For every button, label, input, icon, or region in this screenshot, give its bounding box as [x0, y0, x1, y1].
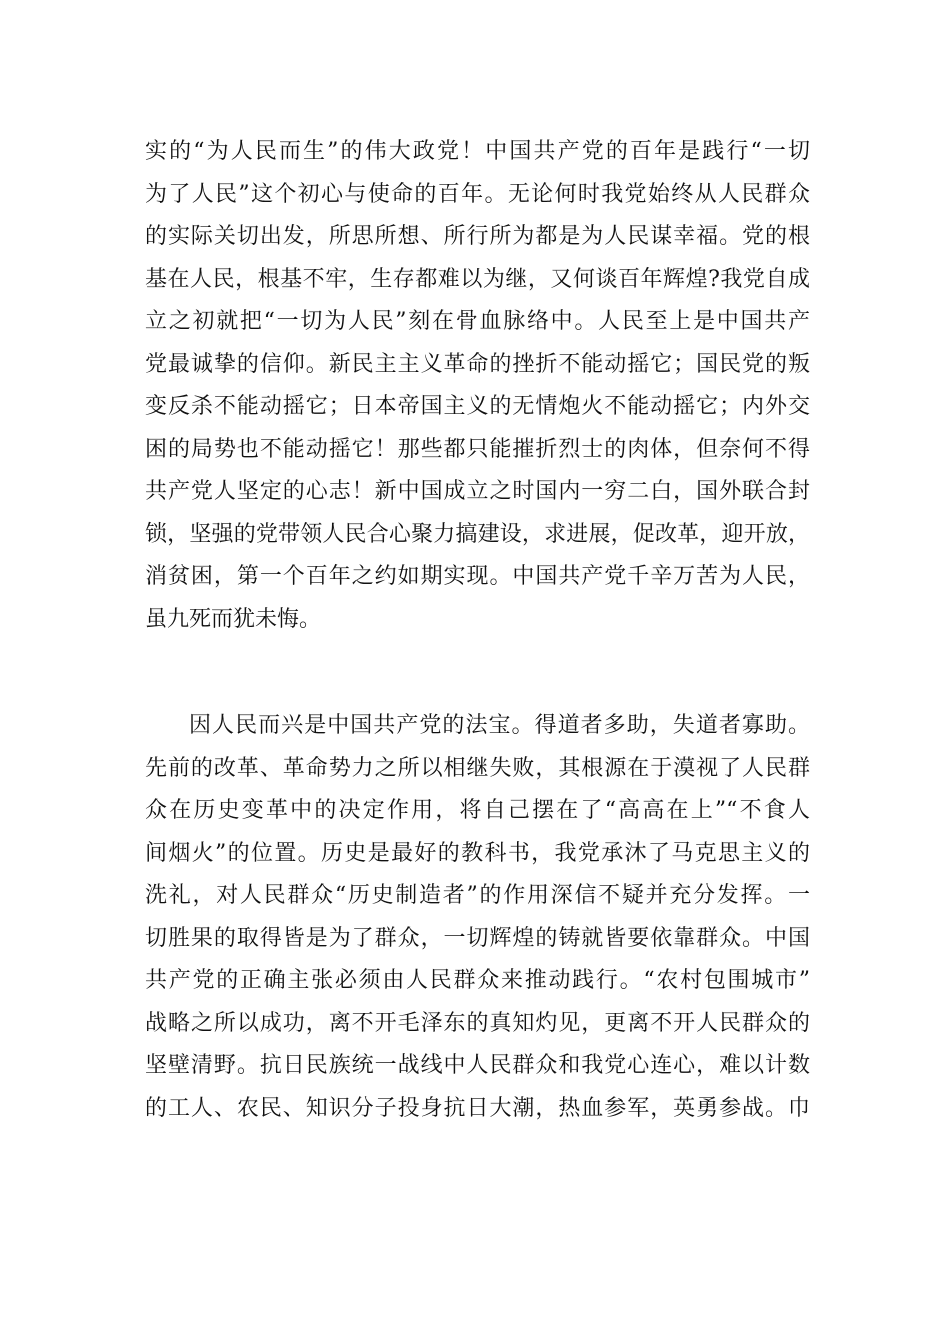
text-line: 先前的改革、革命势力之所以相继失败，其根源在于漠视了人民群 [145, 755, 810, 781]
text-line: 基在人民，根基不牢，生存都难以为继，又何谈百年辉煌?我党自成 [145, 266, 810, 292]
text-line: 洗礼，对人民群众“历史制造者”的作用深信不疑并充分发挥。一 [145, 883, 810, 908]
text-line: 的工人、农民、知识分子投身抗日大潮，热血参军，英勇参战。巾 [145, 1095, 810, 1121]
text-line: 消贫困，第一个百年之约如期实现。中国共产党千辛万苦为人民， [145, 564, 810, 589]
paragraph-1 [145, 131, 810, 641]
text-line: 虽九死而犹未悔。 [145, 606, 322, 632]
text-line: 立之初就把“一切为人民”刻在骨血脉络中。人民至上是中国共产 [145, 309, 810, 334]
text-line: 实的“为人民而生”的伟大政党！中国共产党的百年是践行“一切 [145, 139, 810, 164]
text-line: 锁，坚强的党带领人民合心聚力搞建设，求进展，促改革，迎开放， [145, 521, 810, 547]
text-line: 为了人民”这个初心与使命的百年。无论何时我党始终从人民群众 [145, 181, 810, 207]
text-line: 间烟火”的位置。历史是最好的教科书，我党承沐了马克思主义的 [145, 840, 810, 866]
text-line: 坚壁清野。抗日民族统一战线中人民群众和我党心连心，难以计数 [145, 1053, 810, 1078]
text-line: 众在历史变革中的决定作用，将自己摆在了“高高在上”“不食人 [145, 798, 810, 823]
text-line: 共产党的正确主张必须由人民群众来推动践行。“农村包围城市” [145, 968, 810, 993]
paragraph-2 [145, 705, 810, 1130]
text-line: 战略之所以成功，离不开毛泽东的真知灼见，更离不开人民群众的 [145, 1010, 810, 1036]
text-line: 因人民而兴是中国共产党的法宝。得道者多助，失道者寡助。 [189, 713, 810, 738]
text-line: 党最诚挚的信仰。新民主主义革命的挫折不能动摇它；国民党的叛 [145, 351, 810, 377]
text-line: 切胜果的取得皆是为了群众，一切辉煌的铸就皆要依靠群众。中国 [145, 925, 810, 951]
text-line: 的实际关切出发，所思所想、所行所为都是为人民谋幸福。党的根 [145, 224, 810, 249]
text-line: 变反杀不能动摇它；日本帝国主义的无情炮火不能动摇它；内外交 [145, 394, 810, 419]
text-line: 共产党人坚定的心志！新中国成立之时国内一穷二白，国外联合封 [145, 479, 810, 504]
text-line: 困的局势也不能动摇它！那些都只能摧折烈士的肉体，但奈何不得 [145, 436, 810, 462]
